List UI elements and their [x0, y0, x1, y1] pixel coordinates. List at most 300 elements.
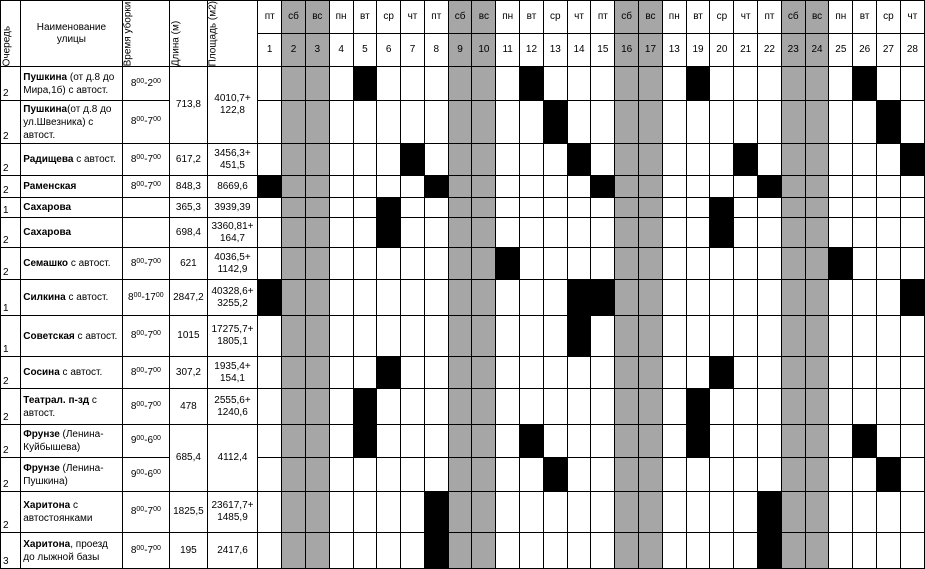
day-cell: [258, 425, 282, 458]
day-cell: [377, 248, 401, 280]
day-cell: [615, 218, 639, 248]
day-cell: [853, 218, 877, 248]
day-cell: [305, 389, 329, 425]
day-cell: [662, 218, 686, 248]
time-header: Время уборки: [122, 1, 170, 67]
day-cell: [877, 280, 901, 316]
day-cell: [805, 533, 829, 569]
day-cell: [805, 280, 829, 316]
day-cell: [329, 492, 353, 533]
day-cell: [805, 144, 829, 176]
day-cell: [853, 248, 877, 280]
day-cell: [496, 357, 520, 389]
length-cell: 1015: [170, 316, 207, 357]
weekday-header: пн: [829, 1, 853, 34]
area-header: Площадь (м2): [207, 1, 258, 67]
day-cell: [258, 533, 282, 569]
day-cell: [829, 425, 853, 458]
length-cell: 685,4: [170, 425, 207, 492]
day-cell: [305, 458, 329, 492]
day-cell: [305, 144, 329, 176]
time-cell: $8^{00}-17^{00}$: [122, 280, 170, 316]
day-cell: [591, 458, 615, 492]
queue-cell: 1: [1, 280, 21, 316]
length-cell: 1825,5: [170, 492, 207, 533]
day-cell: [520, 458, 544, 492]
day-cell: [472, 280, 496, 316]
day-cell: [567, 218, 591, 248]
time-cell: $8^{00}-7^{00}$: [122, 144, 170, 176]
street-name-cell: Радищева с автост.: [21, 144, 122, 176]
day-cell: [448, 248, 472, 280]
area-cell: 2555,6+ 1240,6: [207, 389, 258, 425]
day-cell: [472, 67, 496, 101]
day-cell: [377, 458, 401, 492]
day-cell: [543, 316, 567, 357]
queue-cell: 2: [1, 458, 21, 492]
day-cell: [424, 67, 448, 101]
day-cell: [615, 492, 639, 533]
queue-cell: 2: [1, 218, 21, 248]
table-row: [1, 67, 925, 101]
scheduled-day-cell: [686, 389, 710, 425]
day-cell: [329, 316, 353, 357]
day-cell: [662, 144, 686, 176]
day-cell: [591, 198, 615, 218]
day-cell: [662, 492, 686, 533]
street-name-cell: Фрунзе (Ленина-Куйбышева): [21, 425, 122, 458]
table-row: [1, 425, 925, 458]
date-header: 19: [686, 34, 710, 67]
day-cell: [377, 389, 401, 425]
scheduled-day-cell: [877, 101, 901, 144]
length-cell: 617,2: [170, 144, 207, 176]
day-cell: [853, 458, 877, 492]
day-cell: [520, 101, 544, 144]
day-cell: [472, 198, 496, 218]
day-cell: [686, 492, 710, 533]
date-header: 28: [900, 34, 924, 67]
day-cell: [496, 425, 520, 458]
date-header: 2: [282, 34, 306, 67]
weekday-header: вс: [639, 1, 663, 34]
day-cell: [734, 389, 758, 425]
length-cell: 478: [170, 389, 207, 425]
day-cell: [305, 248, 329, 280]
day-cell: [520, 218, 544, 248]
date-header: 9: [448, 34, 472, 67]
day-cell: [686, 248, 710, 280]
day-cell: [900, 533, 924, 569]
day-cell: [710, 101, 734, 144]
date-header: 24: [805, 34, 829, 67]
scheduled-day-cell: [853, 425, 877, 458]
day-cell: [853, 533, 877, 569]
date-header: 25: [829, 34, 853, 67]
street-name-cell: Пушкина(от д.8 до ул.Швезника) с автост.: [21, 101, 122, 144]
queue-cell: 2: [1, 67, 21, 101]
day-cell: [900, 248, 924, 280]
date-header: 21: [734, 34, 758, 67]
day-cell: [662, 425, 686, 458]
scheduled-day-cell: [520, 425, 544, 458]
day-cell: [353, 280, 377, 316]
date-header: 12: [520, 34, 544, 67]
day-cell: [781, 101, 805, 144]
scheduled-day-cell: [543, 101, 567, 144]
day-cell: [853, 101, 877, 144]
time-cell: $8^{00}-7^{00}$: [122, 492, 170, 533]
day-cell: [853, 389, 877, 425]
day-cell: [305, 198, 329, 218]
day-cell: [900, 458, 924, 492]
day-cell: [829, 198, 853, 218]
day-cell: [805, 218, 829, 248]
day-cell: [781, 458, 805, 492]
scheduled-day-cell: [758, 533, 782, 569]
time-cell: $8^{00}-7^{00}$: [122, 389, 170, 425]
day-cell: [258, 198, 282, 218]
time-cell: $8^{00}-7^{00}$: [122, 248, 170, 280]
weekday-header: сб: [615, 1, 639, 34]
day-cell: [401, 280, 425, 316]
table-row: [1, 280, 925, 316]
queue-cell: 2: [1, 389, 21, 425]
queue-cell: 2: [1, 248, 21, 280]
day-cell: [662, 67, 686, 101]
weekday-header: сб: [282, 1, 306, 34]
day-cell: [520, 176, 544, 198]
day-cell: [591, 425, 615, 458]
day-cell: [448, 357, 472, 389]
day-cell: [639, 533, 663, 569]
weekday-header: чт: [900, 1, 924, 34]
day-cell: [401, 492, 425, 533]
day-cell: [448, 458, 472, 492]
day-cell: [496, 67, 520, 101]
day-cell: [353, 176, 377, 198]
street-name-cell: Харитона с автостоянками: [21, 492, 122, 533]
day-cell: [424, 316, 448, 357]
day-cell: [781, 533, 805, 569]
day-cell: [472, 357, 496, 389]
day-cell: [662, 533, 686, 569]
day-cell: [615, 248, 639, 280]
time-cell: $9^{00}-6^{00}$: [122, 458, 170, 492]
street-name-cell: Харитона, проезд до лыжной базы: [21, 533, 122, 569]
day-cell: [781, 357, 805, 389]
day-cell: [282, 144, 306, 176]
weekday-header: чт: [734, 1, 758, 34]
day-cell: [448, 425, 472, 458]
day-cell: [543, 176, 567, 198]
day-cell: [282, 280, 306, 316]
date-header: 16: [615, 34, 639, 67]
day-cell: [758, 458, 782, 492]
day-cell: [401, 533, 425, 569]
day-cell: [758, 248, 782, 280]
day-cell: [282, 101, 306, 144]
day-cell: [543, 357, 567, 389]
day-cell: [639, 316, 663, 357]
day-cell: [520, 198, 544, 218]
scheduled-day-cell: [424, 533, 448, 569]
day-cell: [734, 280, 758, 316]
day-cell: [567, 248, 591, 280]
day-cell: [282, 425, 306, 458]
day-cell: [496, 218, 520, 248]
day-cell: [781, 198, 805, 218]
day-cell: [258, 67, 282, 101]
weekday-header: вт: [853, 1, 877, 34]
day-cell: [805, 101, 829, 144]
day-cell: [900, 492, 924, 533]
day-cell: [877, 425, 901, 458]
day-cell: [686, 198, 710, 218]
weekday-header: вс: [305, 1, 329, 34]
time-cell: $8^{00}-7^{00}$: [122, 316, 170, 357]
day-cell: [829, 492, 853, 533]
time-cell: $9^{00}-6^{00}$: [122, 425, 170, 458]
day-cell: [282, 198, 306, 218]
day-cell: [282, 176, 306, 198]
day-cell: [543, 533, 567, 569]
day-cell: [353, 248, 377, 280]
day-cell: [710, 144, 734, 176]
day-cell: [662, 198, 686, 218]
day-cell: [639, 101, 663, 144]
queue-cell: 2: [1, 144, 21, 176]
day-cell: [639, 67, 663, 101]
day-cell: [781, 492, 805, 533]
day-cell: [686, 218, 710, 248]
day-cell: [615, 533, 639, 569]
day-cell: [496, 198, 520, 218]
street-name-cell: Сосина с автост.: [21, 357, 122, 389]
day-cell: [877, 533, 901, 569]
day-cell: [900, 316, 924, 357]
street-name-cell: Силкина с автост.: [21, 280, 122, 316]
day-cell: [258, 101, 282, 144]
date-header: 22: [758, 34, 782, 67]
scheduled-day-cell: [353, 425, 377, 458]
day-cell: [377, 533, 401, 569]
day-cell: [282, 316, 306, 357]
day-cell: [496, 533, 520, 569]
date-header: 4: [329, 34, 353, 67]
day-cell: [377, 101, 401, 144]
day-cell: [639, 458, 663, 492]
day-cell: [377, 144, 401, 176]
day-cell: [401, 357, 425, 389]
day-cell: [639, 176, 663, 198]
table-row: [1, 458, 925, 492]
day-cell: [448, 492, 472, 533]
time-cell: [122, 198, 170, 218]
table-row: [1, 176, 925, 198]
area-cell: 40328,6+ 3255,2: [207, 280, 258, 316]
day-cell: [567, 492, 591, 533]
length-cell: 365,3: [170, 198, 207, 218]
day-cell: [686, 316, 710, 357]
day-cell: [329, 357, 353, 389]
date-header: 5: [353, 34, 377, 67]
day-cell: [543, 218, 567, 248]
scheduled-day-cell: [496, 248, 520, 280]
scheduled-day-cell: [758, 492, 782, 533]
day-cell: [734, 218, 758, 248]
time-cell: $8^{00}-7^{00}$: [122, 533, 170, 569]
day-cell: [829, 218, 853, 248]
day-cell: [853, 316, 877, 357]
day-cell: [781, 280, 805, 316]
day-cell: [329, 533, 353, 569]
day-cell: [520, 357, 544, 389]
day-cell: [543, 280, 567, 316]
day-cell: [305, 101, 329, 144]
day-cell: [567, 533, 591, 569]
day-cell: [686, 144, 710, 176]
weekday-header: пт: [591, 1, 615, 34]
day-cell: [805, 425, 829, 458]
time-cell: $8^{00}-7^{00}$: [122, 176, 170, 198]
day-cell: [329, 280, 353, 316]
day-cell: [853, 280, 877, 316]
street-name-cell: Раменская: [21, 176, 122, 198]
day-cell: [329, 198, 353, 218]
scheduled-day-cell: [567, 316, 591, 357]
day-cell: [639, 425, 663, 458]
table-row: [1, 218, 925, 248]
day-cell: [781, 316, 805, 357]
day-cell: [567, 425, 591, 458]
day-cell: [377, 425, 401, 458]
day-cell: [496, 101, 520, 144]
day-cell: [543, 425, 567, 458]
day-cell: [496, 458, 520, 492]
day-cell: [353, 218, 377, 248]
day-cell: [758, 101, 782, 144]
day-cell: [329, 425, 353, 458]
day-cell: [282, 248, 306, 280]
day-cell: [448, 198, 472, 218]
day-cell: [282, 67, 306, 101]
length-cell: 848,3: [170, 176, 207, 198]
day-cell: [734, 533, 758, 569]
scheduled-day-cell: [543, 458, 567, 492]
day-cell: [353, 458, 377, 492]
weekday-header: вт: [686, 1, 710, 34]
scheduled-day-cell: [710, 198, 734, 218]
day-cell: [734, 176, 758, 198]
day-cell: [781, 425, 805, 458]
day-cell: [305, 280, 329, 316]
day-cell: [424, 198, 448, 218]
day-cell: [377, 176, 401, 198]
day-cell: [305, 492, 329, 533]
day-cell: [305, 533, 329, 569]
day-cell: [805, 458, 829, 492]
day-cell: [615, 425, 639, 458]
table-row: [1, 144, 925, 176]
day-cell: [900, 218, 924, 248]
day-cell: [353, 533, 377, 569]
day-cell: [758, 316, 782, 357]
scheduled-day-cell: [377, 218, 401, 248]
day-cell: [472, 144, 496, 176]
day-cell: [353, 101, 377, 144]
day-cell: [401, 176, 425, 198]
day-cell: [258, 492, 282, 533]
day-cell: [853, 492, 877, 533]
day-cell: [496, 316, 520, 357]
day-cell: [448, 389, 472, 425]
day-cell: [567, 101, 591, 144]
day-cell: [829, 101, 853, 144]
day-cell: [591, 218, 615, 248]
table-row: [1, 101, 925, 144]
table-row: [1, 533, 925, 569]
area-cell: 4036,5+ 1142,9: [207, 248, 258, 280]
day-cell: [615, 198, 639, 218]
day-cell: [853, 176, 877, 198]
queue-cell: 2: [1, 357, 21, 389]
date-header: 1: [258, 34, 282, 67]
day-cell: [829, 533, 853, 569]
length-cell: 713,8: [170, 67, 207, 144]
queue-cell: 2: [1, 425, 21, 458]
day-cell: [829, 389, 853, 425]
queue-cell: 1: [1, 316, 21, 357]
date-header: 15: [591, 34, 615, 67]
day-cell: [472, 176, 496, 198]
scheduled-day-cell: [353, 67, 377, 101]
day-cell: [710, 248, 734, 280]
day-cell: [710, 316, 734, 357]
day-cell: [424, 101, 448, 144]
day-cell: [401, 198, 425, 218]
day-cell: [805, 248, 829, 280]
day-cell: [829, 458, 853, 492]
street-name-cell: Семашко с автост.: [21, 248, 122, 280]
day-cell: [329, 248, 353, 280]
scheduled-day-cell: [377, 198, 401, 218]
day-cell: [329, 458, 353, 492]
street-name-cell: Фрунзе (Ленина-Пушкина): [21, 458, 122, 492]
day-cell: [448, 280, 472, 316]
day-cell: [567, 198, 591, 218]
day-cell: [853, 198, 877, 218]
day-cell: [520, 389, 544, 425]
day-cell: [329, 144, 353, 176]
weekday-header: вт: [520, 1, 544, 34]
day-cell: [567, 357, 591, 389]
day-cell: [591, 67, 615, 101]
date-header: 10: [472, 34, 496, 67]
day-cell: [520, 492, 544, 533]
day-cell: [543, 248, 567, 280]
day-cell: [448, 533, 472, 569]
day-cell: [639, 248, 663, 280]
day-cell: [329, 218, 353, 248]
day-cell: [282, 357, 306, 389]
day-cell: [353, 198, 377, 218]
day-cell: [900, 101, 924, 144]
scheduled-day-cell: [710, 218, 734, 248]
scheduled-day-cell: [567, 280, 591, 316]
scheduled-day-cell: [377, 357, 401, 389]
street-name-cell: Пушкина (от д.8 до Мира,1б) с автост.: [21, 67, 122, 101]
